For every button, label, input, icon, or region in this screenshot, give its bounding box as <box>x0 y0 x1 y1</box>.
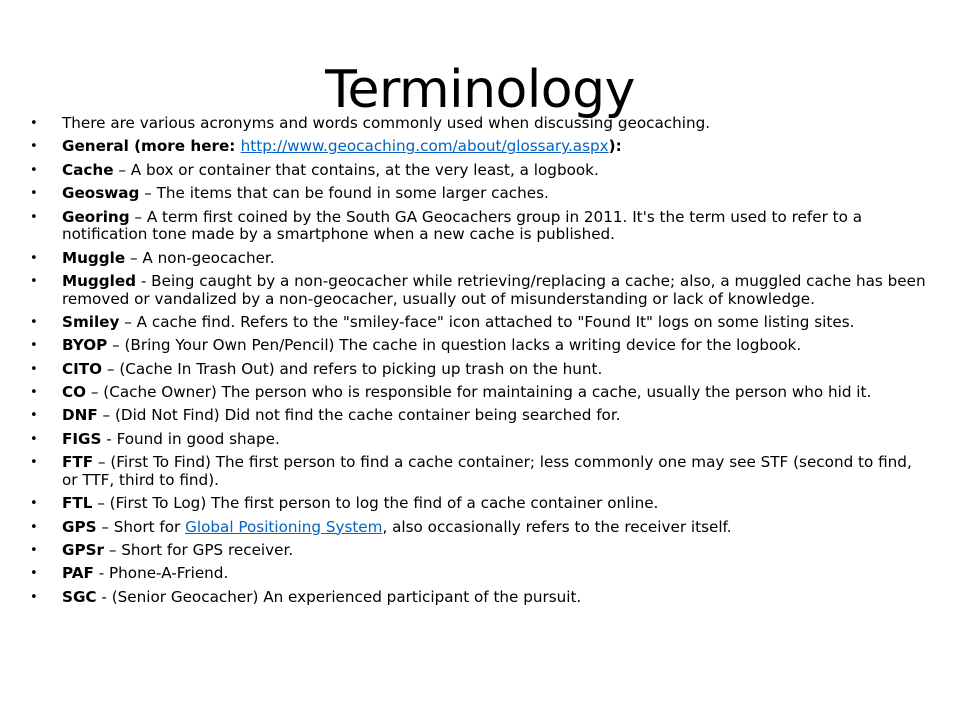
list-item <box>30 209 930 244</box>
definition: – Short for <box>96 517 186 536</box>
term-suffix: ): <box>608 137 622 156</box>
slide-title: Terminology <box>325 60 635 120</box>
definition: – (Did Not Find) Did not find the cache container being searched for. <box>97 406 621 425</box>
list-item <box>30 454 930 489</box>
list-item <box>30 519 930 537</box>
term: PAF <box>62 564 94 583</box>
definition: – Short for GPS receiver. <box>104 541 294 560</box>
term: FTF <box>62 453 94 472</box>
term: Geoswag <box>62 184 140 203</box>
definition: - Phone-A-Friend. <box>93 564 229 583</box>
term: GPS <box>62 517 97 536</box>
list-item <box>30 337 930 355</box>
bullet-icon: • <box>30 408 38 424</box>
definition: – (First To Log) The first person to log the find of a cache container online. <box>92 494 659 513</box>
definition: – (Cache In Trash Out) and refers to picking up trash on the hunt. <box>102 359 603 378</box>
bullet-icon: • <box>30 431 38 447</box>
term: Georing <box>62 207 130 226</box>
list-item <box>30 495 930 513</box>
term: Smiley <box>62 312 120 331</box>
bullet-icon: • <box>30 496 38 512</box>
bullet-icon: • <box>30 250 38 266</box>
term: General (more here: <box>62 137 241 156</box>
definition: - Being caught by a non-geocacher while retrieving/replacing a cache; also, a muggled cache has been removed or vandalized by a non-geocacher, usually out of misunderstanding or lack of knowledge. <box>62 271 926 308</box>
bullet-icon: • <box>30 314 38 330</box>
list-item <box>30 542 930 560</box>
list-item <box>30 407 930 425</box>
definition: - Found in good shape. <box>101 429 280 448</box>
bullet-icon: • <box>30 543 38 559</box>
list-item <box>30 314 930 332</box>
term: CO <box>62 383 87 402</box>
term: Cache <box>62 160 114 179</box>
bullet-icon: • <box>30 455 38 471</box>
term: CITO <box>62 359 103 378</box>
term: GPSr <box>62 541 105 560</box>
bullet-icon: • <box>30 273 38 289</box>
definition: – A term first coined by the South GA Geocachers group in 2011. It's the term used to refer to a notification tone made by a smartphone when a new cache is published. <box>62 207 863 244</box>
bullet-icon: • <box>30 519 38 535</box>
term: Muggle <box>62 248 126 267</box>
term: Muggled <box>62 271 137 290</box>
bullet-icon: • <box>30 139 38 155</box>
term: FTL <box>62 494 93 513</box>
terminology-list <box>30 115 930 612</box>
term: FIGS <box>62 429 102 448</box>
definition: – The items that can be found in some larger caches. <box>139 184 549 203</box>
bullet-icon: • <box>30 162 38 178</box>
term: DNF <box>62 406 98 425</box>
definition: – A cache find. Refers to the "smiley-face" icon attached to "Found It" logs on some listing sites. <box>119 312 855 331</box>
definition: – (First To Find) The first person to find a cache container; less commonly one may see STF (second to find, or TTF, third to find). <box>62 453 912 489</box>
definition: – (Cache Owner) The person who is responsible for maintaining a cache, usually the person who hid it. <box>86 383 872 402</box>
list-item <box>30 431 930 449</box>
definition: There are various acronyms and words commonly used when discussing geocaching. <box>62 114 711 132</box>
bullet-icon: • <box>30 209 38 225</box>
list-item <box>30 273 930 308</box>
gps-link[interactable]: Global Positioning System <box>185 517 383 536</box>
term: BYOP <box>62 336 108 355</box>
bullet-icon: • <box>30 186 38 202</box>
definition: – (Bring Your Own Pen/Pencil) The cache in question lacks a writing device for the logbook. <box>107 336 802 355</box>
bullet-icon: • <box>30 116 38 131</box>
list-item <box>30 589 930 607</box>
term: SGC <box>62 587 97 606</box>
list-item <box>30 384 930 402</box>
definition-suffix: , also occasionally refers to the receiver itself. <box>382 517 732 536</box>
bullet-icon: • <box>30 385 38 401</box>
definition: – A box or container that contains, at the very least, a logbook. <box>113 160 599 179</box>
bullet-icon: • <box>30 338 38 354</box>
definition: - (Senior Geocacher) An experienced participant of the pursuit. <box>96 587 582 606</box>
list-item <box>30 250 930 268</box>
bullet-icon: • <box>30 566 38 582</box>
definition: – A non-geocacher. <box>125 248 275 267</box>
glossary-link[interactable]: http://www.geocaching.com/about/glossary.aspx <box>240 137 609 156</box>
list-item <box>30 361 930 379</box>
bullet-icon: • <box>30 361 38 377</box>
list-item <box>30 185 930 203</box>
list-item <box>30 138 930 156</box>
list-item <box>30 565 930 583</box>
list-item <box>30 115 930 133</box>
bullet-icon: • <box>30 589 38 605</box>
list-item <box>30 162 930 180</box>
